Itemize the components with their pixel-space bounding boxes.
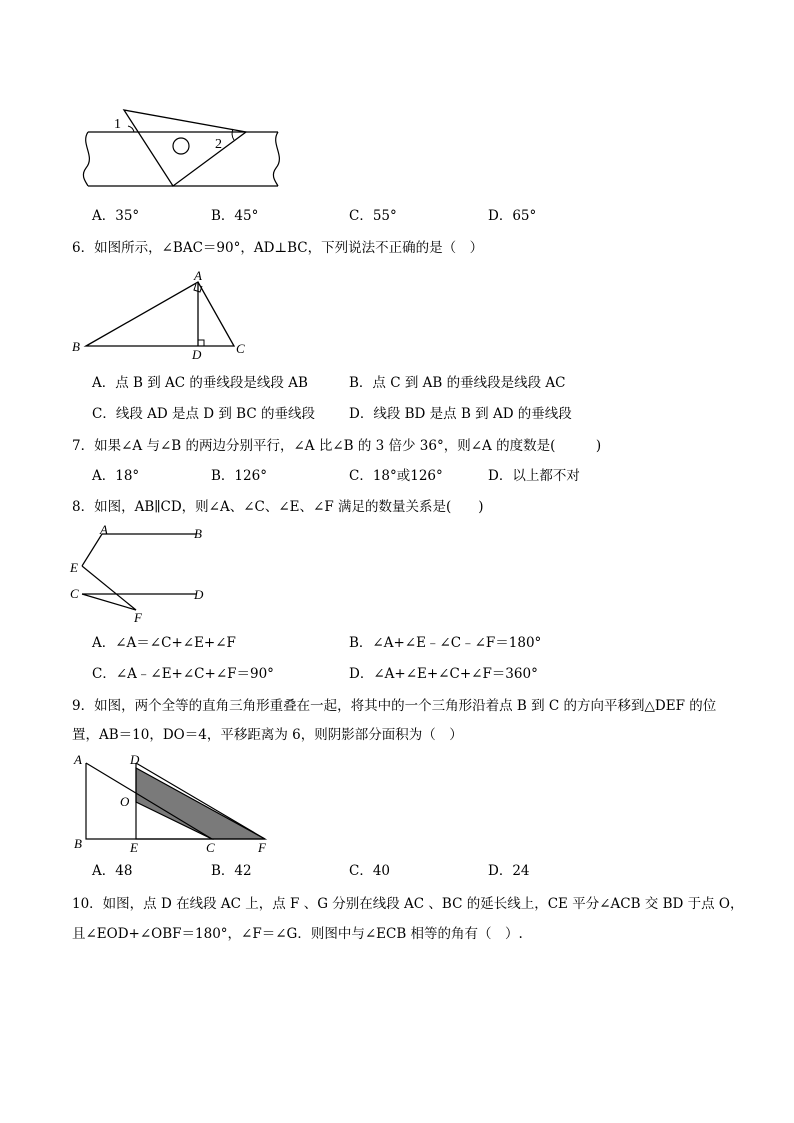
q6-option-c: C．线段 AD 是点 D 到 BC 的垂线段 — [92, 406, 315, 422]
q9-option-b: B．42 — [211, 863, 252, 879]
q9-label-f: F — [258, 840, 266, 855]
q6-label-d: D — [192, 347, 202, 362]
q5-option-b: B．45° — [211, 208, 259, 224]
q7-option-a: A．18° — [92, 468, 140, 484]
q5-label-angle1: 1 — [114, 117, 121, 132]
q8-label-b: B — [194, 526, 202, 541]
q6-label-a: A — [194, 268, 202, 283]
q6-option-b: B．点 C 到 AB 的垂线段是线段 AC — [349, 375, 566, 391]
q6-stem: 6．如图所示，∠BAC＝90°，AD⊥BC，下列说法不正确的是（ ） — [72, 240, 484, 256]
q9-label-d: D — [130, 752, 140, 767]
q6-label-b: B — [72, 339, 80, 354]
q5-option-a: A．35° — [92, 208, 140, 224]
q9-label-o: O — [120, 794, 130, 809]
q8-option-b: B．∠A+∠E﹣∠C﹣∠F＝180° — [349, 635, 542, 651]
q7-option-b: B．126° — [211, 468, 267, 484]
q8-option-a: A．∠A＝∠C+∠E+∠F — [92, 635, 236, 651]
q6-label-c: C — [236, 341, 245, 356]
q7-option-d: D．以上都不对 — [488, 468, 580, 484]
q8-label-c: C — [70, 586, 79, 601]
q9-option-d: D．24 — [488, 863, 530, 879]
q5-option-d: D．65° — [488, 208, 537, 224]
q6-figure — [70, 268, 260, 360]
q9-label-e: E — [130, 840, 138, 855]
q8-label-d: D — [194, 587, 204, 602]
q9-stem-line1: 9．如图，两个全等的直角三角形重叠在一起，将其中的一个三角形沿着点 B 到 C 的方向平移到△DEF 的位 — [72, 698, 717, 714]
q5-option-c: C．55° — [349, 208, 397, 224]
q6-option-d: D．线段 BD 是点 B 到 AD 的垂线段 — [349, 406, 572, 422]
q8-option-c: C．∠A﹣∠E+∠C+∠F＝90° — [92, 666, 274, 682]
q9-label-a: A — [74, 752, 82, 767]
q8-stem: 8．如图，AB∥CD，则∠A、∠C、∠E、∠F 满足的数量关系是( ) — [72, 499, 484, 515]
q9-label-c: C — [206, 840, 215, 855]
q9-option-a: A．48 — [92, 863, 133, 879]
q7-stem: 7．如果∠A 与∠B 的两边分别平行，∠A 比∠B 的 3 倍少 36°，则∠A 的度数是( ) — [72, 438, 602, 454]
q8-label-e: E — [70, 560, 78, 575]
q9-stem-line2: 置，AB＝10，DO＝4，平移距离为 6，则阴影部分面积为（ ） — [72, 727, 463, 743]
q6-option-a: A．点 B 到 AC 的垂线段是线段 AB — [92, 375, 308, 391]
q9-option-c: C．40 — [349, 863, 391, 879]
q10-stem-line1: 10．如图，点 D 在线段 AC 上，点 F 、G 分别在线段 AC 、BC 的延长线上，CE 平分∠ACB 交 BD 于点 O， — [72, 896, 744, 912]
q10-stem-line2: 且∠EOD+∠OBF＝180°，∠F＝∠G．则图中与∠ECB 相等的角有（ ）. — [72, 926, 523, 942]
q9-figure — [70, 752, 280, 856]
q8-option-d: D．∠A+∠E+∠C+∠F＝360° — [349, 666, 538, 682]
q5-figure — [78, 104, 298, 190]
q7-option-c: C．18°或126° — [349, 468, 443, 484]
q8-label-a: A — [100, 522, 108, 537]
q8-figure — [68, 522, 214, 626]
q8-label-f: F — [134, 610, 142, 625]
q9-label-b: B — [74, 836, 82, 851]
q5-label-angle2: 2 — [215, 137, 222, 152]
